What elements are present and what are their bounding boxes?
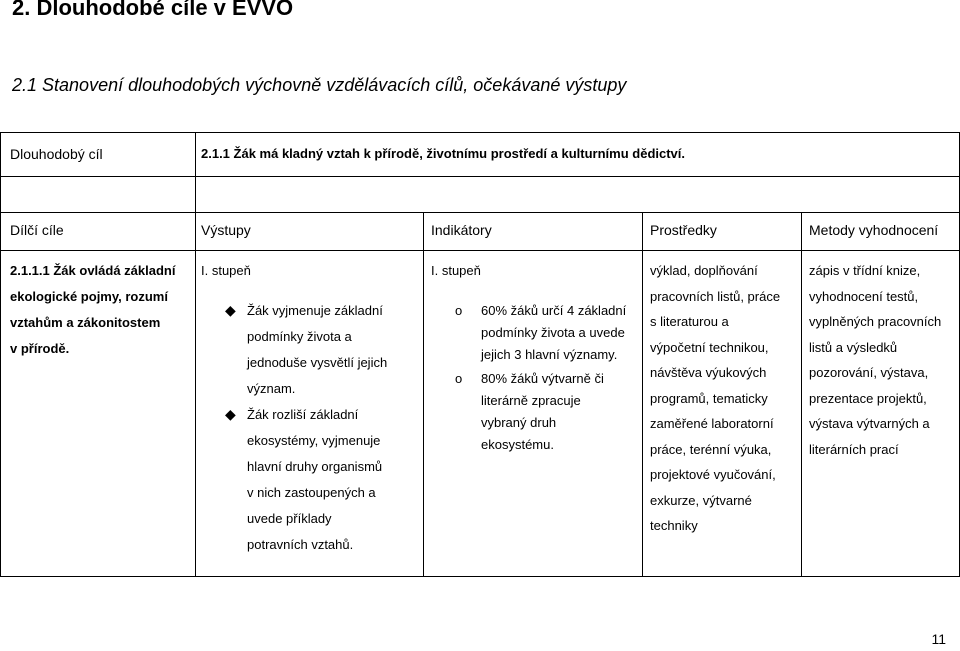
means-line: výpočetní technikou,: [650, 339, 769, 355]
table-top-line: [0, 132, 960, 133]
col-outputs: Výstupy: [201, 222, 251, 238]
section-subheading: 2.1 Stanovení dlouhodobých výchovně vzdělávacích cílů, očekávané výstupy: [12, 75, 627, 95]
output-line: v nich zastoupených a: [247, 485, 376, 500]
col-means: Prostředky: [650, 222, 717, 238]
means-line: návštěva výukových: [650, 365, 767, 380]
subgoal-line: 2.1.1.1 Žák ovládá základní: [10, 263, 176, 278]
means-line: výklad, doplňování: [650, 263, 758, 278]
indicator-line: literárně zpracuje: [481, 393, 581, 408]
bullet-diamond-icon: ◆: [225, 406, 236, 422]
methods-line: prezentace projektů,: [809, 390, 927, 406]
indicator-line: jejich 3 hlavní významy.: [481, 347, 618, 362]
indicator-line: vybraný druh: [481, 415, 557, 430]
means-line: programů, tematicky: [650, 390, 768, 406]
output-line: jednoduše vysvětlí jejich: [247, 355, 388, 370]
means-line: projektové vyučování,: [650, 467, 776, 482]
outputs-list: [225, 298, 419, 558]
output-line: hlavní druhy organismů: [247, 459, 383, 474]
subgoal-text: [10, 258, 175, 362]
methods-line: vyhodnocení testů,: [809, 288, 919, 304]
col-methods: Metody vyhodnocení: [809, 222, 939, 238]
methods-line: vyplněných pracovních: [809, 314, 942, 329]
table-divider: [642, 212, 643, 576]
indicator-line: 60% žáků určí 4 základní: [481, 303, 627, 318]
indicators-level: I. stupeň: [431, 263, 481, 278]
bullet-circle-icon: o: [455, 371, 463, 386]
table-divider: [801, 212, 802, 576]
output-line: Žák vyjmenuje základní: [247, 303, 383, 318]
indicator-line: ekosystému.: [481, 437, 554, 452]
means-line: zaměřené laboratorní: [650, 416, 774, 431]
methods-text: [809, 258, 957, 462]
means-line: pracovních listů, práce: [650, 288, 781, 304]
subgoal-line: ekologické pojmy, rozumí: [10, 289, 168, 304]
table-line: [0, 176, 960, 177]
means-line: práce, terénní výuka,: [650, 441, 772, 457]
page-number: 11: [931, 631, 946, 647]
means-line: s literaturou a: [650, 314, 729, 329]
methods-line: výstava výtvarných a: [809, 416, 930, 431]
bullet-diamond-icon: ◆: [225, 302, 236, 318]
indicators-list: [455, 300, 639, 456]
means-text: [650, 258, 800, 539]
output-line: význam.: [247, 381, 296, 396]
table-line: [0, 212, 960, 213]
output-line: Žák rozliší základní: [247, 407, 359, 422]
col-subgoals: Dílčí cíle: [10, 222, 64, 238]
indicators-item: [455, 368, 639, 456]
methods-line: literárních prací: [809, 441, 899, 457]
outputs-item: [225, 298, 419, 402]
col-indicators: Indikátory: [431, 222, 492, 238]
goal-label: Dlouhodobý cíl: [10, 146, 103, 162]
table-divider: [195, 132, 196, 576]
table-border: [0, 132, 1, 576]
output-line: potravních vztahů.: [247, 537, 354, 552]
methods-line: zápis v třídní knize,: [809, 263, 921, 278]
bullet-circle-icon: o: [455, 303, 463, 318]
indicator-line: 80% žáků výtvarně či: [481, 371, 604, 386]
indicator-line: podmínky života a uvede: [481, 325, 625, 340]
subgoal-line: vztahům a zákonitostem: [10, 315, 161, 330]
subgoal-line: v přírodě.: [10, 341, 70, 356]
methods-line: listů a výsledků: [809, 339, 898, 355]
outputs-level: I. stupeň: [201, 263, 251, 278]
goal-text: 2.1.1 Žák má kladný vztah k přírodě, životnímu prostředí a kulturnímu dědictví.: [201, 146, 686, 161]
table-divider: [423, 212, 424, 576]
means-line: techniky: [650, 518, 698, 533]
table-line: [0, 250, 960, 251]
output-line: ekosystémy, vyjmenuje: [247, 433, 381, 448]
output-line: podmínky života a: [247, 329, 352, 344]
means-line: exkurze, výtvarné: [650, 492, 752, 508]
page-heading: 2. Dlouhodobé cíle v EVVO: [12, 0, 294, 20]
indicators-item: [455, 300, 639, 366]
output-line: uvede příklady: [247, 511, 332, 526]
methods-line: pozorování, výstava,: [809, 365, 929, 380]
outputs-item: [225, 402, 419, 558]
table-bottom-line: [0, 576, 960, 577]
